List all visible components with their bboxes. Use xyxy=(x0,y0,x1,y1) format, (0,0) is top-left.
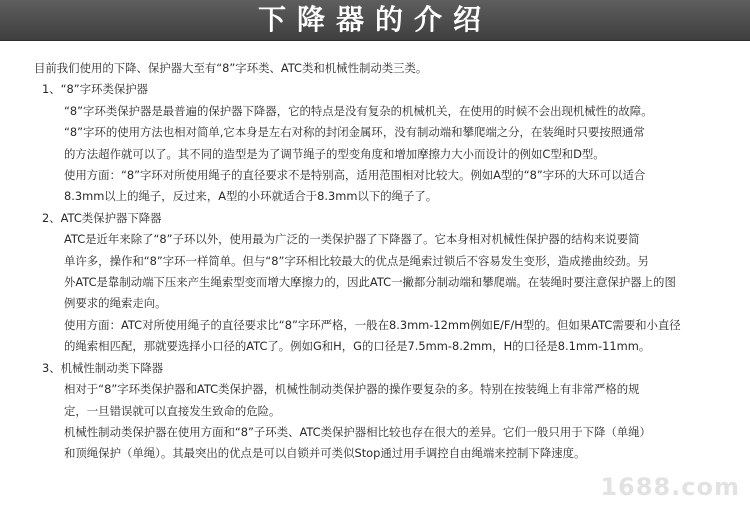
text-line: “8”字环类保护器是最普遍的保护器下降器，它的特点是没有复杂的机械机关，在使用的时候不会出现机械性的故障。 xyxy=(64,103,653,118)
text-line: 目前我们使用的下降、保护器大至有“8”字环类、ATC类和机械性制动类三类。 xyxy=(34,61,428,75)
title-banner xyxy=(0,0,750,41)
text-line: 外ATC是靠制动端下压来产生绳索型变而增大摩擦力的，因此ATC一撇都分制动端和攀爬端。在装绳时要注意保护器上的图 xyxy=(64,275,676,290)
text-line: 使用方面：“8”字环对所使用绳子的直径要求不是特别高，适用范围相对比较大。例如A型的“8”字环的大环可以适合 xyxy=(64,168,646,183)
text-line: ATC是近年来除了“8”子环以外，使用最为广泛的一类保护器了下降器了。它本身相对机械性保护器的结构来说要简 xyxy=(64,232,640,247)
section-heading: 2、ATC类保护器下降器 xyxy=(42,210,162,225)
text-line: 例要求的绳索走向。 xyxy=(64,296,167,311)
text-line: 定，一旦错误就可以直接发生致命的危险。 xyxy=(64,403,281,418)
text-line: 相对于“8”字环类保护器和ATC类保护器，机械性制动类保护器的操作要复杂的多。特别在按装绳上有非常严格的规 xyxy=(64,382,640,397)
text-line: 机械性制动类保护器在使用方面和“8”子环类、ATC类保护器相比较也存在很大的差异。它们一般只用于下降（单绳） xyxy=(64,424,651,439)
text-line: “8”字环的使用方法也相对简单,它本身是左右对称的封闭金属环，没有制动端和攀爬端之分，在装绳时只要按照通常 xyxy=(64,125,645,140)
text-line: 单许多，操作和“8”字环一样简单。但与“8”字环相比较最大的优点是绳索过锁后不容易发生变形，造成捲曲绞劲。另 xyxy=(64,253,649,268)
watermark: 1688.com xyxy=(600,473,740,501)
text-line: 使用方面：ATC对所使用绳子的直径要求比“8”字环严格，一般在8.3mm-12mm例如E/F/H型的。但如果ATC需要和小直径 xyxy=(64,317,681,332)
text-line: 的绳索相匹配，那就要选择小口径的ATC了。例如G和H，G的口径是7.5mm-8.2mm，H的口径是8.1mm-11mm。 xyxy=(64,339,651,354)
text-line: 和顶绳保护（单绳）。其最突出的优点是可以自锁并可类似Stop通过用手调控自由绳端来控制下降速度。 xyxy=(64,446,586,461)
section-heading: 1、“8”字环类保护器 xyxy=(42,82,149,97)
page-title: 下降器的介绍 xyxy=(257,3,492,36)
text-line: 的方法超作就可以了。其不同的造型是为了调节绳子的型变角度和增加摩擦力大小而设计的例如C型和D型。 xyxy=(64,146,605,161)
article-body xyxy=(34,58,724,465)
section-heading: 3、机械性制动类下降器 xyxy=(42,360,164,375)
text-line: 8.3mm以上的绳子，反过来，A型的小环就适合于8.3mm以下的绳子了。 xyxy=(64,189,438,204)
